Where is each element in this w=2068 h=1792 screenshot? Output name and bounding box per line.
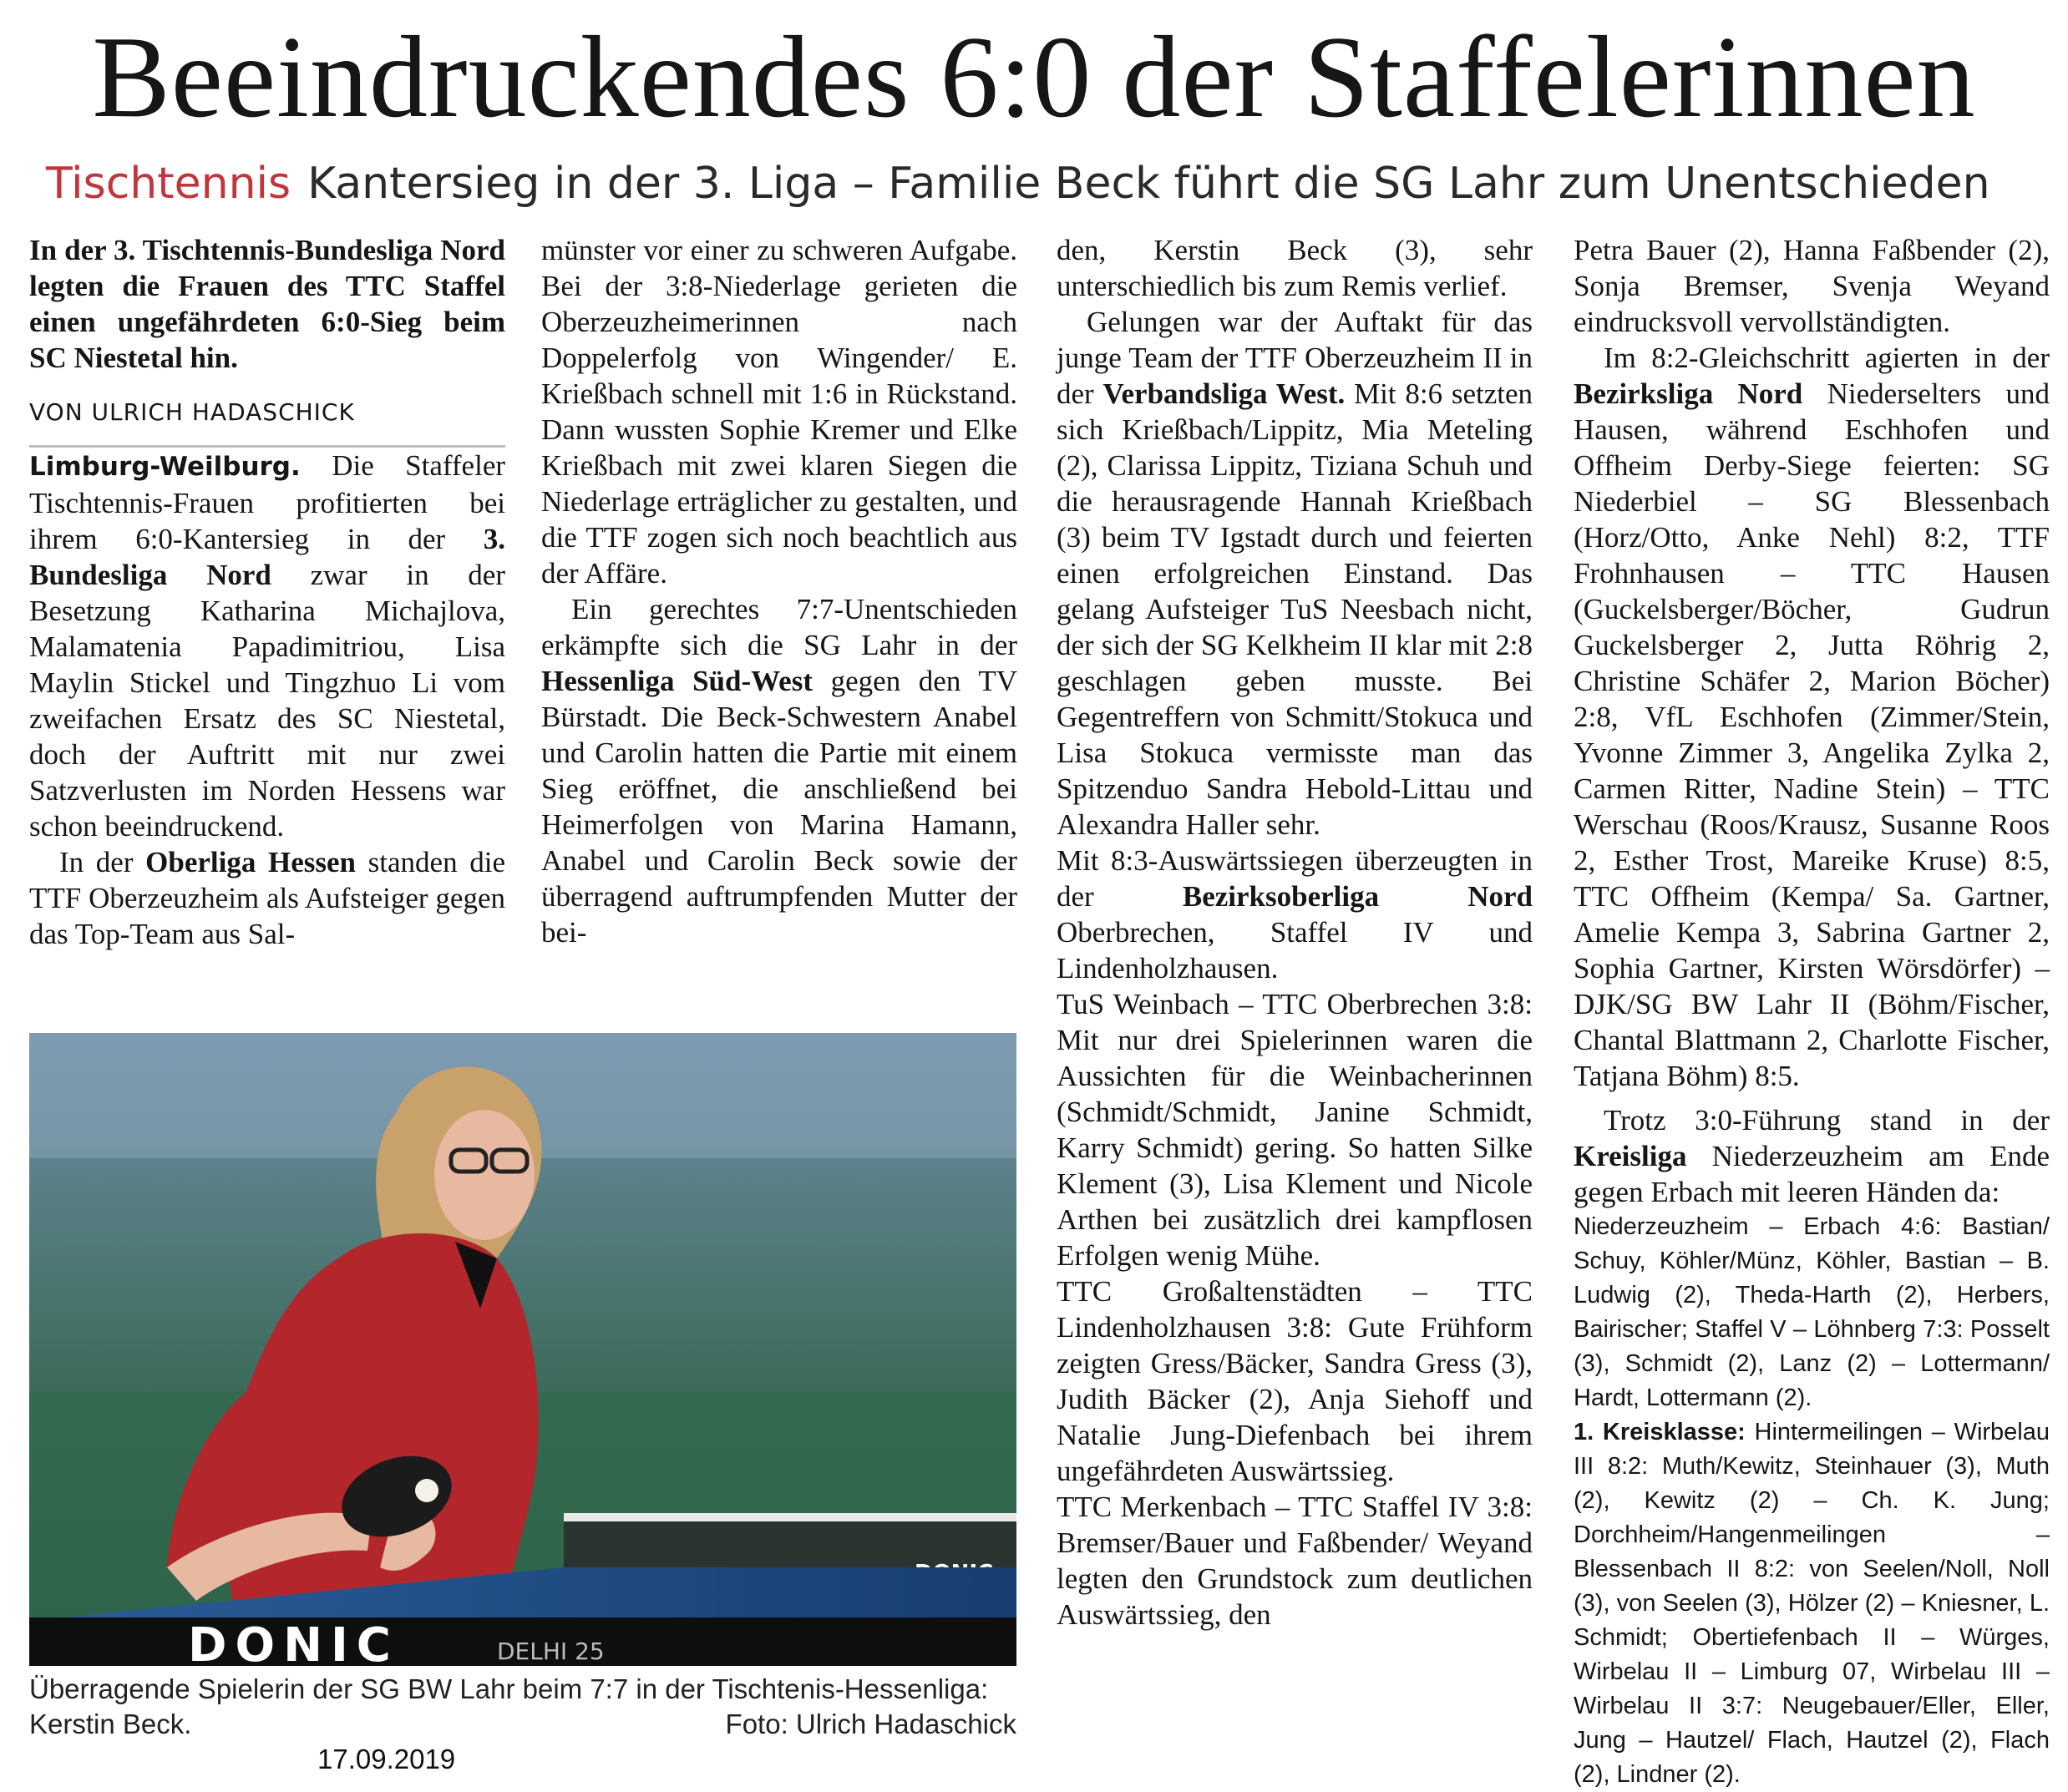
paragraph — [1574, 340, 2050, 1094]
text-run: Oberbrechen, Staffel IV und Lindenholzhausen. — [1057, 916, 1533, 985]
article-column-4 — [1574, 232, 2050, 1792]
table-model: DELHI 25 — [497, 1638, 605, 1665]
text-run: gegen den TV Bürstadt. Die Beck-Schwestern Anabel und Carolin hatten die Partie mit einem Sieg eröffnet, die anschließend bei Heimerfolgen von Marina Hamann, Anabel und Carolin Beck sowie der überragend auftrumpfenden Mutter der bei- — [541, 665, 1017, 949]
paragraph — [1574, 1102, 2050, 1210]
subheadline-row — [46, 149, 2042, 219]
text-run: Ein gerechtes 7:7-Unentschieden erkämpfte sich die SG Lahr in der — [541, 593, 1017, 661]
league-name: Verbandsliga West. — [1102, 377, 1346, 410]
article-column-1 — [29, 232, 505, 952]
caption-text: Überragende Spielerin der SG BW Lahr beim 7:7 in der Tischtenis-Hessenliga: Kerstin Beck. — [29, 1673, 989, 1739]
text-run: Mit 8:6 setzten sich Krießbach/Lippitz, Mia Meteling (2), Clarissa Lippitz, Tiziana Schuh und die herausragende Hannah Krießbach (3) beim TV Igstadt durch und feierten einen erfolgreichen Einstand. Das gelang Aufsteiger TuS Neesbach nicht, der sich der SG Kelkheim II klar mit 2:8 geschlagen geben musste. Bei Gegentreffern von Schmitt/Stokuca und Lisa Stokuca vermisste man das Spitzenduo Sandra Hebold-Littau und Alexandra Haller sehr. — [1057, 377, 1533, 841]
text-run: Hintermeilingen – Wirbelau III 8:2: Muth/Kewitz, Steinhauer (3), Muth (2), Kewitz (2) – Ch. K. Jung; Dorchheim/Hangenmeilingen – Blessenbach II 8:2: von Seelen/Noll, Noll (3), von Seelen (3), Hölzer (2) – Kniesner, L. Schmidt; Obertiefenbach II – Würges, Wirbelau II – Limburg 07, Wirbelau III – Wirbelau II 3:7: Neugebauer/Eller, Eller, Jung – Hautzel/ Flach, Hautzel (2), Flach (2), Lindner (2). — [1574, 1419, 2050, 1788]
text-run: Gelungen war der Auftakt für das junge Team der TTF Oberzeuzheim II in der — [1057, 306, 1533, 410]
paragraph: Petra Bauer (2), Hanna Faßbender (2), Sonja Bremser, Svenja Weyand eindrucksvoll vervollständigten. — [1574, 234, 2050, 338]
text-run: Mit 8:3-Auswärtssiegen überzeugten in der — [1057, 844, 1533, 913]
text-run: In der — [59, 846, 134, 878]
paragraph — [1057, 304, 1533, 843]
lead-paragraph: In der 3. Tischtennis-Bundesliga Nord legten die Frauen des TTC Staffel einen ungefährdeten 6:0-Sieg beim SC Niestetal hin. — [29, 234, 505, 374]
subheadline: Kantersieg in der 3. Liga – Familie Beck führt die SG Lahr zum Unentschieden — [307, 159, 1990, 209]
league-name: 1. Kreisklasse: — [1574, 1419, 1746, 1445]
league-name: 3. Bundesliga Nord — [29, 523, 506, 591]
photo-illustration — [29, 1033, 1016, 1666]
paragraph: den, Kerstin Beck (3), sehr unterschiedlich bis zum Remis verlief. — [1057, 234, 1533, 302]
section-kicker: Tischtennis — [46, 159, 291, 209]
photo-credit: Foto: Ulrich Hadaschick — [725, 1708, 1016, 1739]
league-name: Bezirksoberliga Nord — [1182, 880, 1533, 913]
paragraph: münster vor einer zu schweren Aufgabe. Bei der 3:8-Niederlage gerieten die Oberzeuzheimerinnen nach Doppelerfolg von Wingender/ E. Krießbach schnell mit 1:6 in Rückstand. Dann wussten Sophie Kremer und Elke Krießbach mit zwei klaren Siegen die Niederlage erträglicher zu gestalten, und die TTF zogen sich noch beachtlich aus der Affäre. — [541, 234, 1017, 590]
paragraph: TuS Weinbach – TTC Oberbrechen 3:8: Mit nur drei Spielerinnen waren die Aussichten für die Weinbacherinnen (Schmidt/Schmidt, Janine Schmidt, Karry Schmidt) gering. So hatten Silke Klement (3), Lisa Klement und Nicole Arthen bei zusätzlich drei kampflosen Erfolgen wenig Mühe. — [1057, 988, 1533, 1272]
article-photo — [29, 1033, 1016, 1666]
paragraph — [1057, 843, 1533, 986]
headline: Beeindruckendes 6:0 der Staffelerinnen — [92, 13, 1976, 142]
player-face — [434, 1110, 535, 1240]
article-column-2 — [541, 232, 1017, 950]
text-run: Die Staffeler Tischtennis-Frauen profitierten bei ihrem 6:0-Kantersieg in der — [29, 449, 506, 555]
text-run: Trotz 3:0-Führung stand in der — [1604, 1104, 2050, 1136]
photo-caption — [29, 1672, 1016, 1742]
publication-date: 17.09.2019 — [317, 1744, 456, 1774]
paragraph — [29, 448, 505, 844]
text-run: zwar in der Besetzung Katharina Michajlova, Malamatenia Papadimitriou, Lisa Maylin Stickel und Tingzhuo Li vom zweifachen Ersatz des SC Niestetal, doch der Auftritt mit nur zwei Satzverlusten im Norden Hessens war schon beeindruckend. — [29, 559, 506, 843]
paragraph — [29, 844, 505, 952]
text-run: Im 8:2-Gleichschritt agierten in der — [1604, 342, 2050, 374]
byline: VON ULRICH HADASCHICK — [29, 394, 505, 448]
text-run: standen die TTF Oberzeuzheim als Aufsteiger gegen das Top-Team aus Sal- — [29, 846, 505, 950]
league-name: Oberliga Hessen — [145, 846, 357, 878]
league-name: Kreisliga — [1574, 1140, 1687, 1172]
paragraph — [541, 591, 1017, 950]
results-list — [1574, 1415, 2050, 1792]
text-run: Niederzeuzheim am Ende gegen Erbach mit leeren Händen da: — [1574, 1140, 2050, 1208]
table-brand: DONIC — [188, 1618, 399, 1666]
results-list: Niederzeuzheim – Erbach 4:6: Bastian/ Schuy, Köhler/Münz, Köhler, Bastian – B. Ludwig (2), Theda-Harth (2), Herbers, Bairischer; Staffel V – Löhnberg 7:3: Posselt (3), Schmidt (2), Lanz (2) – Lottermann/ Hardt, Lottermann (2). — [1574, 1213, 2050, 1411]
text-run: Niederselters und Hausen, während Eschhofen und Offheim Derby-Siege feierten: SG Niederbiel – SG Blessenbach (Horz/Otto, Anke Nehl) 8:2, TTF Frohnhausen – TTC Hausen (Guckelsberger/Böcher, Gudrun Guckelsberger 2, Jutta Röhrig 2, Christine Schäfer 2, Marion Böcher) 2:8, VfL Eschhofen (Zimmer/Stein, Yvonne Zimmer 3, Angelika Zylka 2, Carmen Ritter, Nadine Stein) – TTC Werschau (Roos/Krausz, Susanne Roos 2, Esther Trost, Mareike Kruse) 8:5, TTC Offheim (Kempa/ Sa. Gartner, Amelie Kempa 3, Sabrina Gartner 2, Sophia Gartner, Kirsten Wörsdörfer) – DJK/SG BW Lahr II (Böhm/Fischer, Chantal Blattmann 2, Charlotte Fischer, Tatjana Böhm) 8:5. — [1574, 377, 2050, 1092]
paragraph: TTC Merkenbach – TTC Staffel IV 3:8: Bremser/Bauer und Faßbender/ Weyand legten den Grundstock zum deutlichen Auswärtssieg, den — [1057, 1491, 1533, 1631]
league-name: Bezirksliga Nord — [1574, 377, 1803, 410]
ball-icon — [415, 1479, 438, 1502]
dateline: Limburg-Weilburg. — [29, 452, 301, 482]
league-name: Hessenliga Süd-West — [541, 665, 813, 697]
article-column-3 — [1057, 232, 1533, 1633]
paragraph: TTC Großaltenstädten – TTC Lindenholzhausen 3:8: Gute Frühform zeigten Gress/Bäcker, Sandra Gress (3), Judith Bäcker (2), Anja Siehoff und Natalie Jung-Diefenbach bei ihrem ungefährdeten Auswärtssieg. — [1057, 1275, 1533, 1487]
